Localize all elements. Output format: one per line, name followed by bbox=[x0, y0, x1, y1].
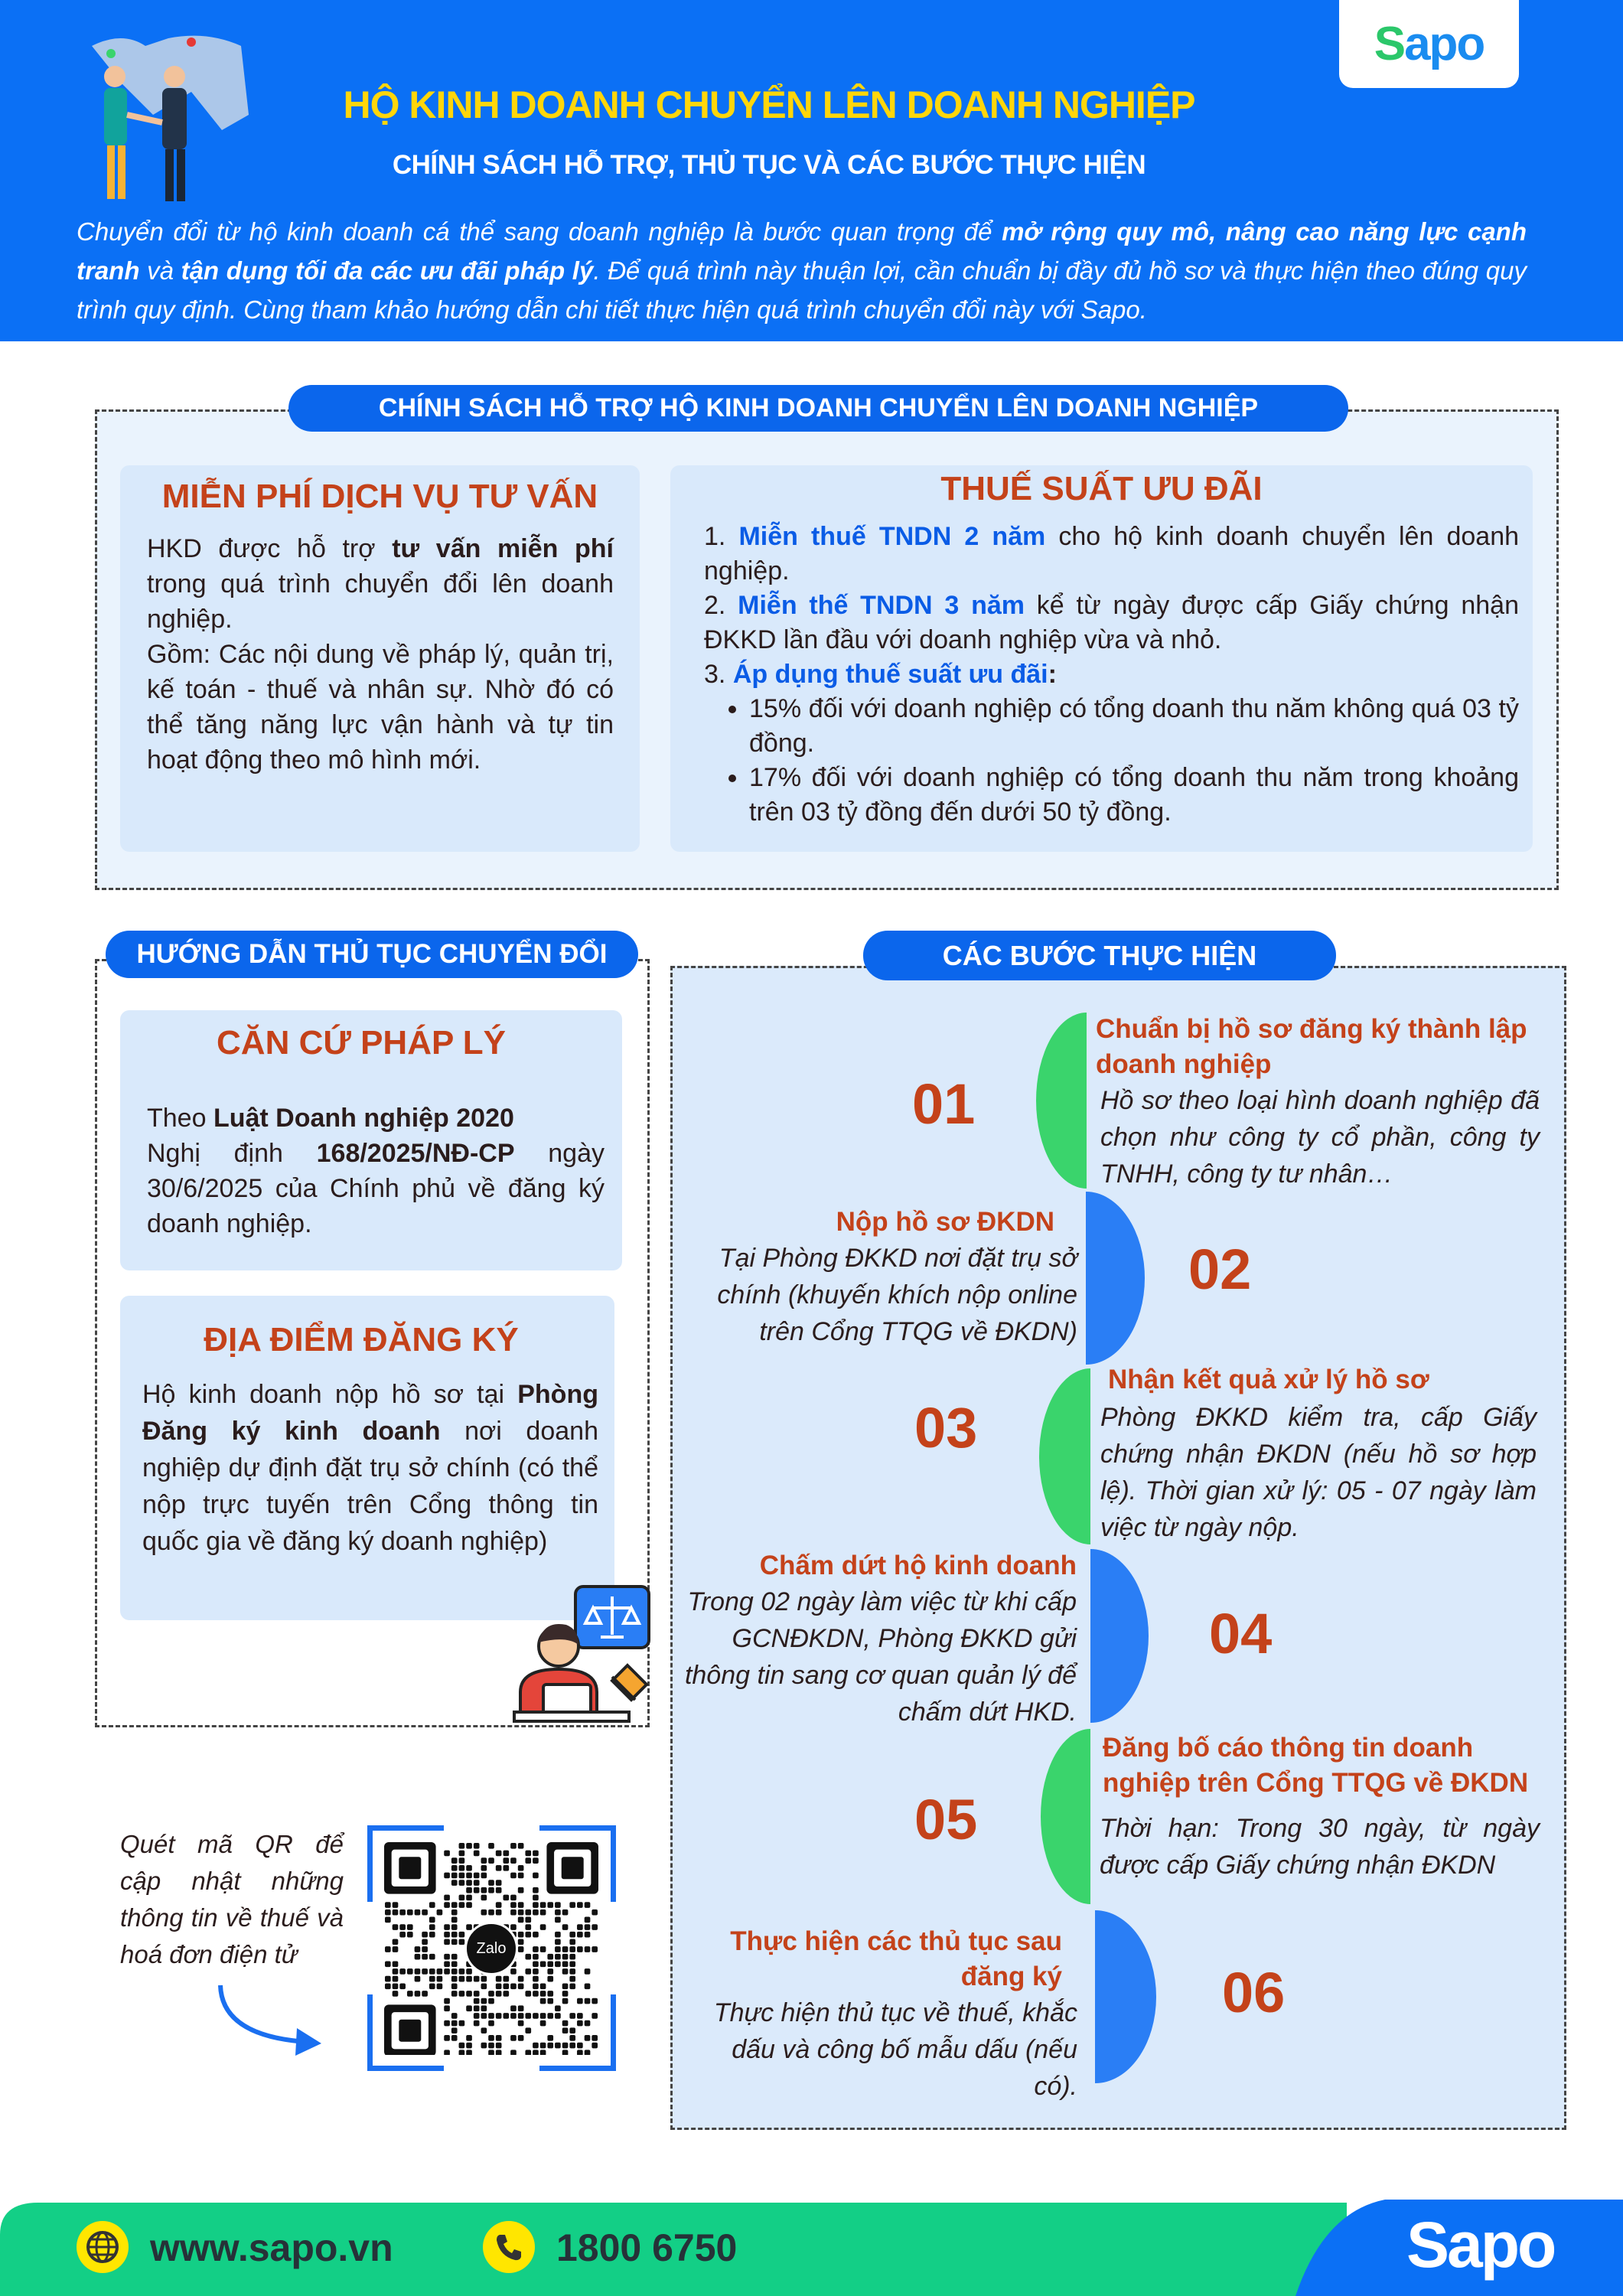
website-link[interactable]: www.sapo.vn bbox=[150, 2226, 393, 2269]
hotline-number[interactable]: 1800 6750 bbox=[556, 2226, 738, 2269]
page-title: HỘ KINH DOANH CHUYỂN LÊN DOANH NGHIỆP bbox=[343, 83, 1195, 126]
step-number: 05 bbox=[914, 1788, 978, 1851]
step-5: Đăng bố cáo thông tin doanh nghiệp trên Cổng TTQG về ĐKDN Thời hạn: Trong 30 ngày, từ ngày được cấp Giấy chứng nhận ĐKDN bbox=[1100, 1733, 1540, 1880]
registration-location-text: Hộ kinh doanh nộp hồ sơ tại Phòng Đăng ký kinh doanh nơi doanh nghiệp dự định đặt trụ sở chính (có thể nộp trực tuyến trên Cổng thông tin quốc gia về đăng ký doanh nghiệp) bbox=[142, 1380, 598, 1556]
free-consulting-text: HKD được hỗ trợ tư vấn miễn phí trong quá trình chuyển đổi lên doanh nghiệp. Gồm: Các nội dung về pháp lý, quản trị, kế toán - thuế và nhân sự. Nhờ đó có thể tăng năng lực vận hành và tự tin hoạt động theo mô hình mới. bbox=[147, 534, 614, 775]
legal-basis-title: CĂN CỨ PHÁP LÝ bbox=[217, 1024, 506, 1062]
policy-section-heading: CHÍNH SÁCH HỖ TRỢ HỘ KINH DOANH CHUYỂN LÊN DOANH NGHIỆP bbox=[288, 385, 1348, 432]
globe-icon bbox=[77, 2221, 129, 2273]
steps-section-heading: CÁC BƯỚC THỰC HIỆN bbox=[863, 931, 1336, 980]
step-3: Nhận kết quả xử lý hồ sơ Phòng ĐKKD kiểm tra, cấp Giấy chứng nhận ĐKDN (nếu hồ sơ hợp lệ). Thời gian xử lý: 05 - 07 ngày làm việc từ ngày nộp. bbox=[1100, 1365, 1537, 1542]
zalo-logo: Zalo bbox=[464, 1922, 518, 1975]
curved-arrow-icon bbox=[214, 1982, 329, 2059]
registration-location-title: ĐỊA ĐIỂM ĐĂNG KÝ bbox=[204, 1321, 519, 1358]
tax-item: 2. Miễn thế TNDN 3 năm kể từ ngày được cấp Giấy chứng nhận ĐKKD lần đầu với doanh nghiệp vừa và nhỏ. bbox=[704, 591, 1519, 654]
guide-section-heading: HƯỚNG DẪN THỦ TỤC CHUYỂN ĐỔI bbox=[106, 931, 638, 978]
legal-basis-text: Theo Luật Doanh nghiệp 2020 Nghị định 168/2025/NĐ-CP ngày 30/6/2025 của Chính phủ về đăng ký doanh nghiệp. bbox=[147, 1104, 605, 1238]
tax-rate-bullet: • 15% đối với doanh nghiệp có tổng doanh thu năm không quá 03 tỷ đồng. bbox=[749, 692, 1519, 761]
step-number: 02 bbox=[1188, 1238, 1252, 1301]
tax-rate-bullet: • 17% đối với doanh nghiệp có tổng doanh thu năm trong khoảng trên 03 tỷ đồng đến dưới 50 tỷ đồng. bbox=[749, 761, 1519, 830]
step-number: 04 bbox=[1209, 1602, 1273, 1665]
lawyer-scales-icon bbox=[513, 1585, 650, 1724]
tax-item: 1. Miễn thuế TNDN 2 năm cho hộ kinh doanh chuyển lên doanh nghiệp. bbox=[704, 522, 1520, 585]
page-subtitle: CHÍNH SÁCH HỖ TRỢ, THỦ TỤC VÀ CÁC BƯỚC THỰC HIỆN bbox=[392, 150, 1146, 180]
business-handshake-illustration bbox=[77, 23, 253, 207]
tax-incentive-title: THUẾ SUẤT ƯU ĐÃI bbox=[940, 470, 1263, 507]
step-2: Nộp hồ sơ ĐKDN Tại Phòng ĐKKD nơi đặt trụ sở chính (khuyến khích nộp online trên Cổng TTQG về ĐKDN) bbox=[717, 1207, 1077, 1346]
step-6: Thực hiện các thủ tục sau đăng ký Thực hiện thủ tục về thuế, khắc dấu và công bố mẫu dấu (nếu có). bbox=[713, 1926, 1077, 2101]
step-1: Chuẩn bị hồ sơ đăng ký thành lập doanh nghiệp Hồ sơ theo loại hình doanh nghiệp đã chọn như công ty cổ phần, công ty TNHH, công ty tư nhân… bbox=[1096, 1014, 1540, 1189]
step-number: 03 bbox=[914, 1396, 978, 1459]
zalo-qr-code[interactable] bbox=[367, 1825, 616, 2071]
tax-incentive-list bbox=[704, 520, 1519, 830]
footer-sapo-logo: Sapo bbox=[1406, 2209, 1555, 2281]
phone-icon bbox=[483, 2221, 535, 2273]
sapo-logo[interactable]: Sapo bbox=[1339, 0, 1519, 88]
step-4: Chấm dứt hộ kinh doanh Trong 02 ngày làm việc từ khi cấp GCNĐKDN, Phòng ĐKKD gửi thông tin sang cơ quan quản lý để chấm dứt HKD. bbox=[684, 1551, 1077, 1727]
tax-item: 3. Áp dụng thuế suất ưu đãi: bbox=[704, 660, 1057, 689]
free-consulting-title: MIỄN PHÍ DỊCH VỤ TƯ VẤN bbox=[161, 478, 598, 515]
step-number: 01 bbox=[912, 1072, 976, 1136]
qr-caption: Quét mã QR để cập nhật những thông tin về thuế và hoá đơn điện tử bbox=[120, 1830, 344, 1968]
intro-paragraph: Chuyển đổi từ hộ kinh doanh cá thể sang doanh nghiệp là bước quan trọng để mở rộng quy mô, nâng cao năng lực cạnh tranh và tận dụng tối đa các ưu đãi pháp lý. Để quá trình này thuận lợi, cần chuẩn bị đầy đủ hồ sơ và thực hiện theo đúng quy trình quy định. Cùng tham khảo hướng dẫn chi tiết thực hiện quá trình chuyển đổi này với Sapo. bbox=[77, 217, 1527, 324]
step-number: 06 bbox=[1222, 1961, 1286, 2024]
